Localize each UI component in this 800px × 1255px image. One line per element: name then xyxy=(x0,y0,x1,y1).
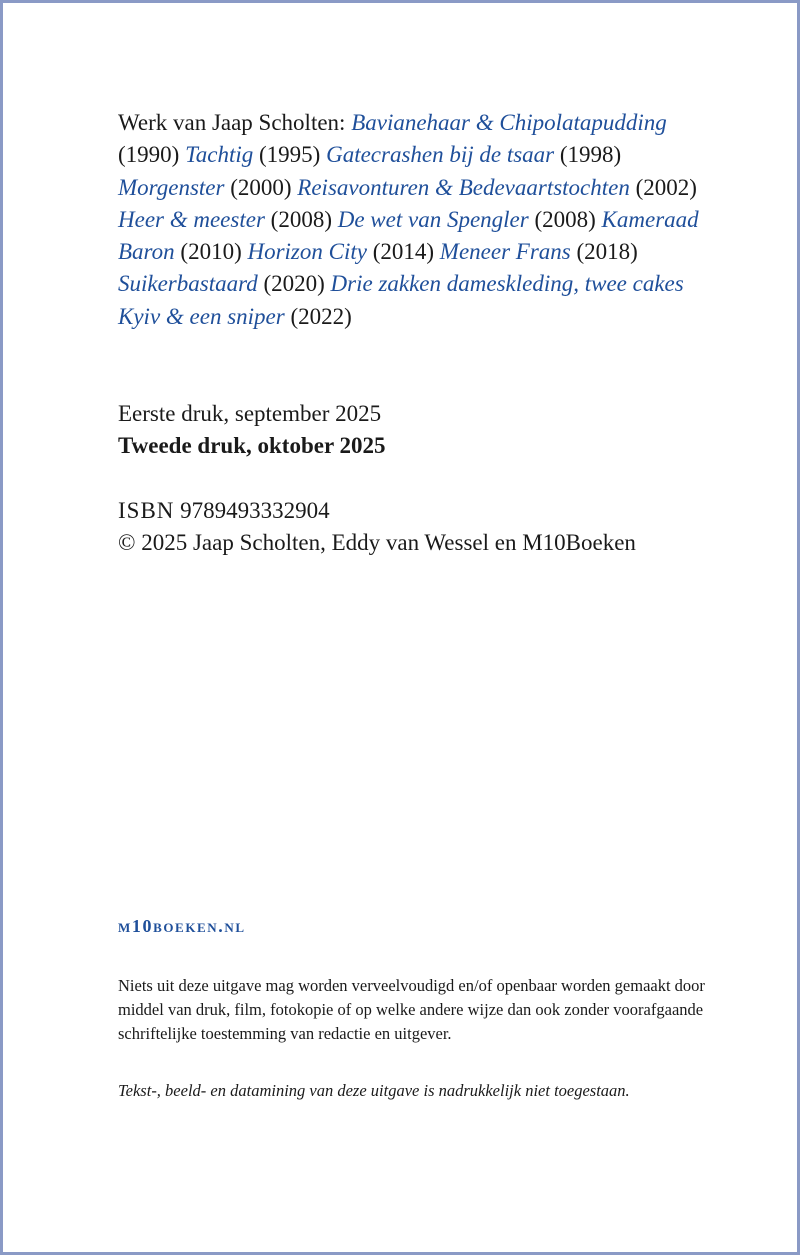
rights-notice: Niets uit deze uitgave mag worden verveelvoudigd en/of openbaar worden gemaakt door middel van druk, film, fotokopie of op welke andere wijze dan ook zonder voorafgaande schriftelijke toestemming van redactie en uitgever. xyxy=(118,976,705,1043)
copyright-line: © 2025 Jaap Scholten, Eddy van Wessel en M10Boeken xyxy=(118,530,636,555)
isbn-block xyxy=(118,495,758,559)
work-year: (2008) xyxy=(270,206,332,232)
work-year: (2020) xyxy=(263,271,325,297)
work-year: (1998) xyxy=(559,142,622,168)
work-title: Gatecrashen bij de tsaar xyxy=(326,142,555,168)
works-intro: Werk van Jaap Scholten: xyxy=(118,110,346,135)
work-title: Morgenster xyxy=(118,174,225,200)
work-title: Kameraad Baron xyxy=(118,206,699,265)
work-year: (2022) xyxy=(290,303,352,329)
isbn-label: ISBN xyxy=(118,498,175,523)
editions xyxy=(118,398,718,462)
work-title: Bavianehaar & Chipolatapudding xyxy=(351,110,667,135)
work-title: Suikerbastaard xyxy=(118,271,258,297)
work-year: (2008) xyxy=(534,206,596,232)
website-link[interactable]: m10boeken.nl xyxy=(118,916,246,936)
work-title: De wet van Spengler xyxy=(337,206,529,232)
work-title: Reisavonturen & Bedevaartstochten xyxy=(297,174,630,200)
work-year: (2002) xyxy=(635,174,697,200)
work-year: (2014) xyxy=(372,239,435,265)
work-year: (2010) xyxy=(180,239,242,265)
work-title: Tachtig xyxy=(185,142,254,168)
isbn-number: 9789493332904 xyxy=(180,498,330,523)
tdm-notice: Tekst-, beeld- en datamining van deze uitgave is nadrukkelijk niet toegestaan. xyxy=(118,1081,630,1100)
work-title: Horizon City xyxy=(247,239,367,265)
work-title: Heer & meester xyxy=(118,206,265,232)
work-year: (1995) xyxy=(259,142,321,168)
first-edition: Eerste druk, september 2025 xyxy=(118,401,382,426)
work-title: Meneer Frans xyxy=(439,239,571,265)
second-edition: Tweede druk, oktober 2025 xyxy=(118,433,386,458)
work-title: Drie zakken dameskleding, twee cakes Kyiv & een sniper xyxy=(118,271,684,329)
work-year: (2000) xyxy=(230,174,292,200)
isbn-line xyxy=(118,495,758,527)
work-year: (1990) xyxy=(118,142,180,168)
work-year: (2018) xyxy=(576,239,638,265)
works-list xyxy=(118,107,718,333)
